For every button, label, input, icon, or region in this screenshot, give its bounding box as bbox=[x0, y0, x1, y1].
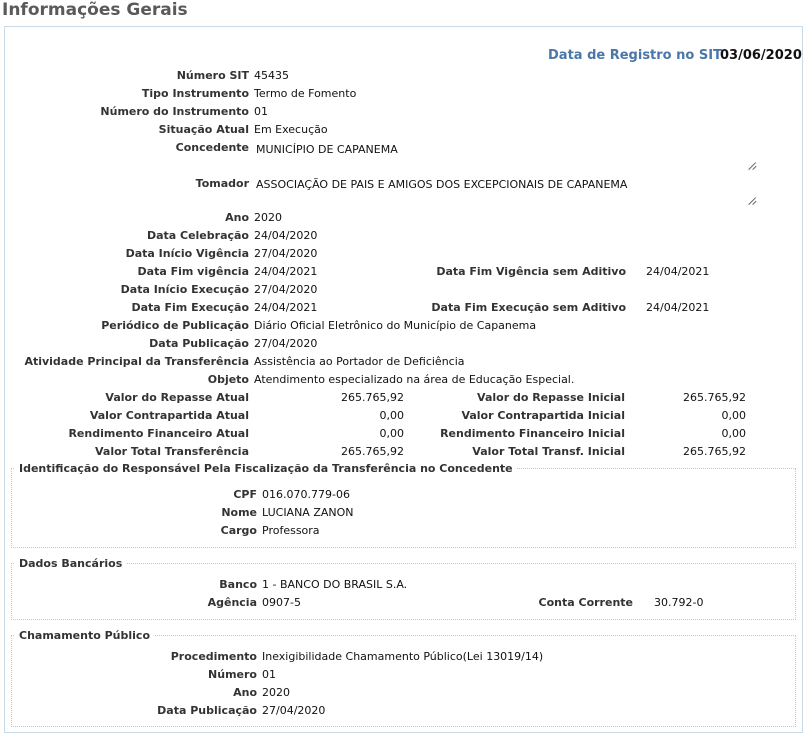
cpf-label: CPF bbox=[233, 488, 257, 501]
dados-bancarios-legend: Dados Bancários bbox=[19, 557, 123, 570]
chamamento-ano-label: Ano bbox=[233, 686, 257, 699]
valor-repasse-inicial-label: Valor do Repasse Inicial bbox=[477, 391, 625, 404]
registration-date-label: Data de Registro no SIT bbox=[548, 48, 722, 63]
data-celebracao-value: 24/04/2020 bbox=[254, 229, 318, 242]
rendimento-financeiro-atual-label: Rendimento Financeiro Atual bbox=[68, 427, 249, 440]
chamamento-numero-value: 01 bbox=[262, 668, 276, 681]
valor-contrapartida-inicial-value: 0,00 bbox=[721, 409, 746, 422]
responsavel-legend: Identificação do Responsável Pela Fiscalização da Transferência no Concedente bbox=[19, 462, 513, 475]
data-fim-execucao-sem-aditivo-value: 24/04/2021 bbox=[646, 301, 710, 314]
nome-label: Nome bbox=[221, 506, 257, 519]
cargo-label: Cargo bbox=[220, 524, 257, 537]
concedente-label: Concedente bbox=[175, 141, 249, 154]
data-publicacao-value: 27/04/2020 bbox=[254, 337, 318, 350]
chamamento-data-publicacao-value: 27/04/2020 bbox=[262, 704, 326, 717]
periodico-publicacao-value: Diário Oficial Eletrônico do Município de Capanema bbox=[254, 319, 537, 332]
cargo-value: Professora bbox=[262, 524, 320, 537]
rendimento-financeiro-inicial-value: 0,00 bbox=[721, 427, 746, 440]
atividade-principal-label: Atividade Principal da Transferência bbox=[24, 355, 249, 368]
procedimento-value: Inexigibilidade Chamamento Público(Lei 13019/14) bbox=[262, 650, 544, 663]
chamamento-data-publicacao-label: Data Publicação bbox=[157, 704, 257, 717]
tipo-instrumento-value: Termo de Fomento bbox=[254, 87, 357, 100]
numero-sit-label: Número SIT bbox=[176, 69, 249, 82]
numero-sit-value: 45435 bbox=[254, 69, 289, 82]
data-fim-execucao-label: Data Fim Execução bbox=[131, 301, 249, 314]
rendimento-financeiro-atual-value: 0,00 bbox=[379, 427, 404, 440]
data-fim-execucao-value: 24/04/2021 bbox=[254, 301, 318, 314]
valor-contrapartida-inicial-label: Valor Contrapartida Inicial bbox=[461, 409, 625, 422]
conta-corrente-label: Conta Corrente bbox=[538, 596, 633, 609]
data-inicio-execucao-value: 27/04/2020 bbox=[254, 283, 318, 296]
tomador-label: Tomador bbox=[195, 177, 249, 190]
data-fim-execucao-sem-aditivo-label: Data Fim Execução sem Aditivo bbox=[431, 301, 626, 314]
data-inicio-vigencia-label: Data Início Vigência bbox=[125, 247, 249, 260]
ano-value: 2020 bbox=[254, 211, 282, 224]
procedimento-label: Procedimento bbox=[170, 650, 257, 663]
chamamento-numero-label: Número bbox=[208, 668, 257, 681]
data-inicio-execucao-label: Data Início Execução bbox=[120, 283, 249, 296]
valor-repasse-inicial-value: 265.765,92 bbox=[683, 391, 746, 404]
chamamento-publico-fieldset bbox=[11, 629, 796, 727]
nome-value: LUCIANA ZANON bbox=[262, 506, 354, 519]
objeto-value: Atendimento especializado na área de Educação Especial. bbox=[254, 373, 575, 386]
concedente-resize-handle[interactable] bbox=[749, 162, 757, 170]
data-fim-vigencia-label: Data Fim vigência bbox=[137, 265, 249, 278]
valor-total-transferencia-value: 265.765,92 bbox=[341, 445, 404, 458]
tomador-textarea[interactable]: ASSOCIAÇÃO DE PAIS E AMIGOS DOS EXCEPCIONAIS DE CAPANEMA bbox=[256, 178, 628, 191]
tomador-resize-handle[interactable] bbox=[749, 197, 757, 205]
banco-value: 1 - BANCO DO BRASIL S.A. bbox=[262, 578, 408, 591]
agencia-value: 0907-5 bbox=[262, 596, 301, 609]
periodico-publicacao-label: Periódico de Publicação bbox=[101, 319, 249, 332]
situacao-atual-value: Em Execução bbox=[254, 123, 328, 136]
conta-corrente-value: 30.792-0 bbox=[654, 596, 704, 609]
numero-instrumento-label: Número do Instrumento bbox=[100, 105, 249, 118]
valor-total-transferencia-label: Valor Total Transferência bbox=[95, 445, 249, 458]
numero-instrumento-value: 01 bbox=[254, 105, 268, 118]
data-inicio-vigencia-value: 27/04/2020 bbox=[254, 247, 318, 260]
objeto-label: Objeto bbox=[207, 373, 249, 386]
banco-label: Banco bbox=[219, 578, 257, 591]
data-celebracao-label: Data Celebração bbox=[146, 229, 249, 242]
valor-repasse-atual-label: Valor do Repasse Atual bbox=[105, 391, 249, 404]
valor-repasse-atual-value: 265.765,92 bbox=[341, 391, 404, 404]
valor-total-transf-inicial-label: Valor Total Transf. Inicial bbox=[472, 445, 625, 458]
atividade-principal-value: Assistência ao Portador de Deficiência bbox=[254, 355, 465, 368]
data-fim-vigencia-sem-aditivo-label: Data Fim Vigência sem Aditivo bbox=[436, 265, 626, 278]
data-fim-vigencia-value: 24/04/2021 bbox=[254, 265, 318, 278]
chamamento-ano-value: 2020 bbox=[262, 686, 290, 699]
valor-contrapartida-atual-label: Valor Contrapartida Atual bbox=[89, 409, 249, 422]
responsavel-fieldset bbox=[11, 462, 796, 548]
situacao-atual-label: Situação Atual bbox=[158, 123, 249, 136]
chamamento-publico-legend: Chamamento Público bbox=[19, 629, 150, 642]
valor-contrapartida-atual-value: 0,00 bbox=[379, 409, 404, 422]
valor-total-transf-inicial-value: 265.765,92 bbox=[683, 445, 746, 458]
data-publicacao-label: Data Publicação bbox=[149, 337, 249, 350]
registration-date-value: 03/06/2020 bbox=[720, 48, 802, 63]
data-fim-vigencia-sem-aditivo-value: 24/04/2021 bbox=[646, 265, 710, 278]
concedente-textarea[interactable]: MUNICÍPIO DE CAPANEMA bbox=[256, 143, 398, 156]
tipo-instrumento-label: Tipo Instrumento bbox=[141, 87, 249, 100]
ano-label: Ano bbox=[225, 211, 249, 224]
cpf-value: 016.070.779-06 bbox=[262, 488, 350, 501]
page-title: Informações Gerais bbox=[2, 0, 188, 20]
rendimento-financeiro-inicial-label: Rendimento Financeiro Inicial bbox=[440, 427, 625, 440]
agencia-label: Agência bbox=[207, 596, 257, 609]
